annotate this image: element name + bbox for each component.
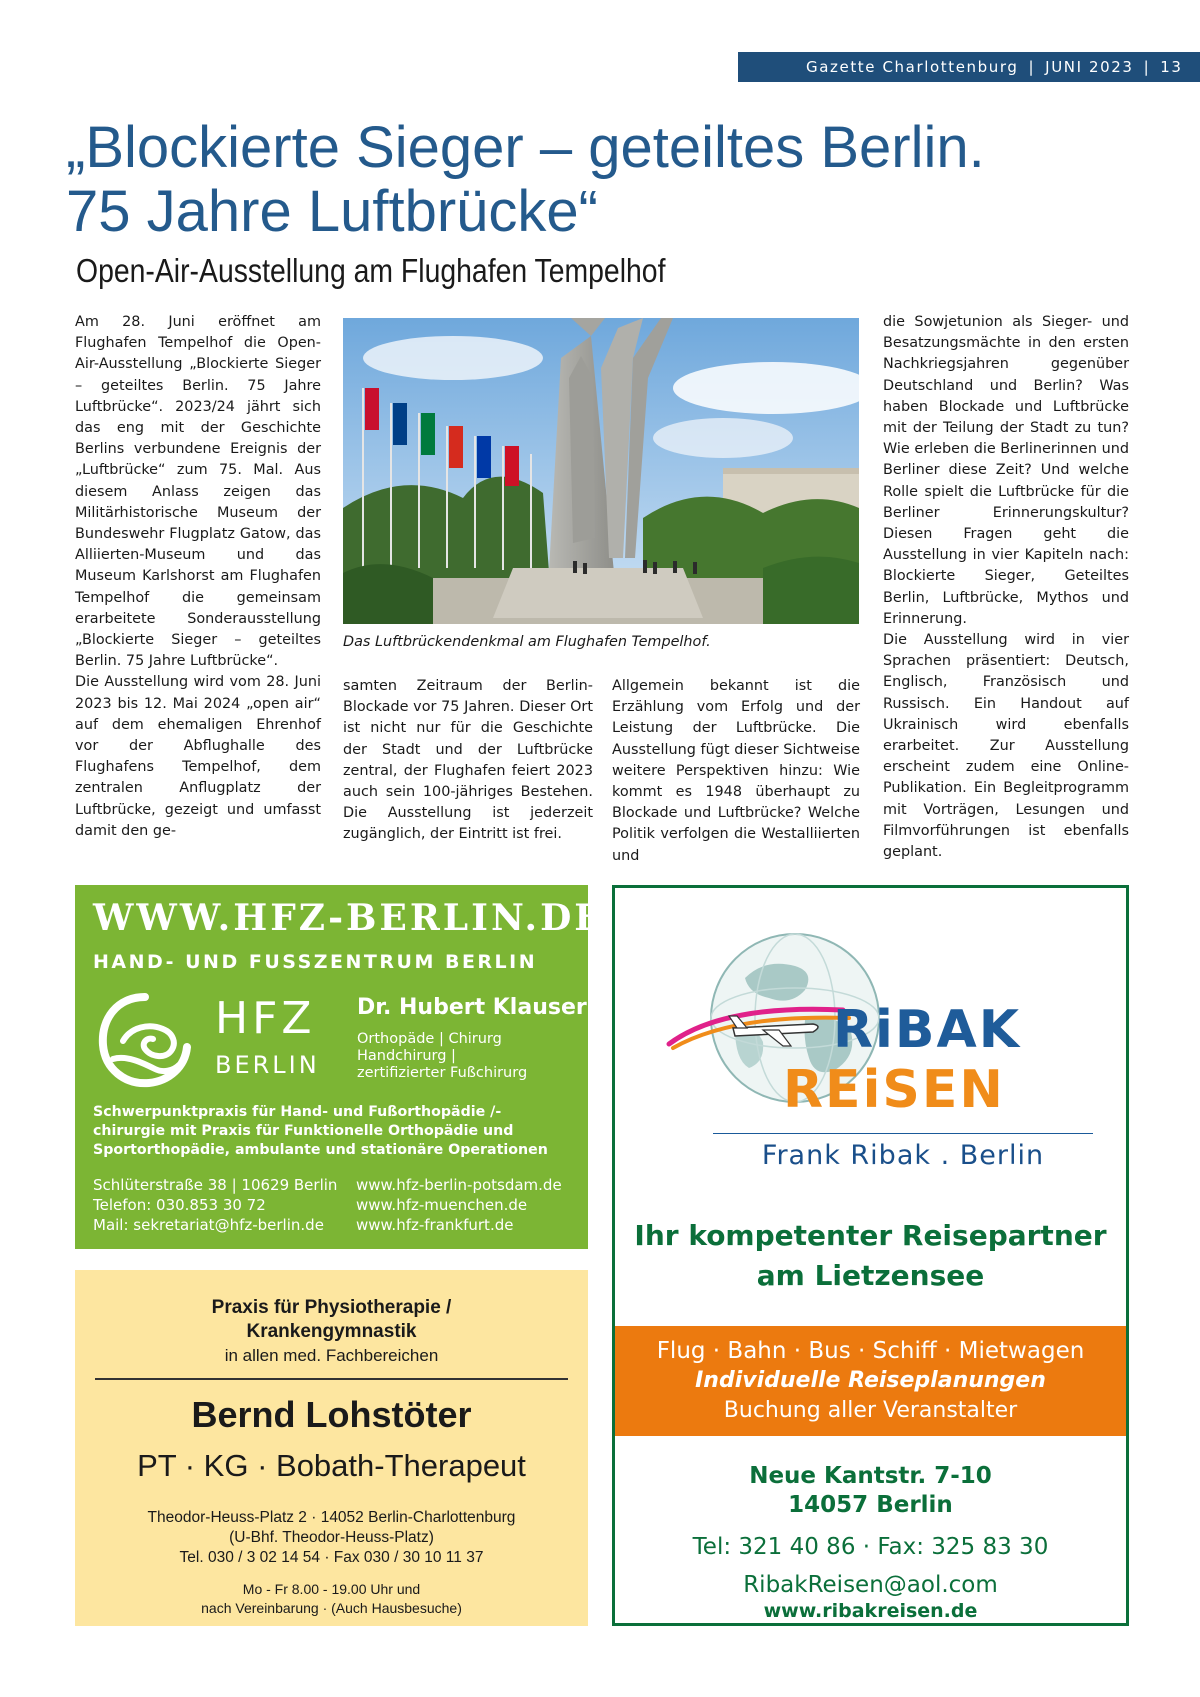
hours-line: nach Vereinbarung · (Auch Hausbesuche): [201, 1600, 462, 1616]
email-link[interactable]: RibakReisen@aol.com: [743, 1572, 998, 1598]
slogan-line: am Lietzensee: [756, 1259, 985, 1292]
hfz-website-link[interactable]: WWW.HFZ-BERLIN.DE: [93, 897, 605, 939]
hfz-advertisement: [75, 885, 605, 1249]
phone-line: Tel. 030 / 3 02 14 54 · Fax 030 / 30 10 11 37: [179, 1549, 484, 1566]
doctor-name: Dr. Hubert Klauser: [357, 995, 587, 1020]
article-column-1: [75, 312, 321, 842]
specialty-line: Orthopäde | Chirurg: [357, 1031, 502, 1047]
services-list: Flug · Bahn · Bus · Schiff · Mietwagen: [656, 1338, 1085, 1364]
paragraph: Die Ausstellung wird in vier Sprachen präsentiert: Deutsch, Englisch, Französisch und Russisch. Ein Handout auf Ukrainisch wird ebenfalls erarbeitet. Zur Ausstellung erscheint zudem eine Online-Publikation. Ein Begleitprogramm mit Vorträgen, Lesungen und Filmvorführungen ist ebenfalls geplant.: [883, 632, 1129, 861]
hfz-phone: Telefon: 030.853 30 72: [93, 1196, 266, 1214]
hours-line: Mo - Fr 8.00 - 19.00 Uhr und: [242, 1581, 421, 1597]
hfz-brand-name: HFZ: [215, 993, 316, 1044]
practice-focus: Schwerpunktpraxis für Hand- und Fußorthopädie /-chirurgie mit Praxis für Funktionelle Orthopädie und Sportorthopädie, ambulante und stationäre Operationen: [93, 1104, 548, 1158]
hfz-address: Schlüterstraße 38 | 10629 Berlin: [93, 1176, 338, 1194]
article-column-2: [343, 676, 593, 846]
ribak-services-band: [615, 1326, 1126, 1436]
city: 14057 Berlin: [788, 1492, 953, 1518]
ribak-owner: Frank Ribak . Berlin: [761, 1140, 1045, 1171]
header-separator: |: [1143, 58, 1151, 76]
physio-title-line: Krankengymnastik: [246, 1321, 417, 1342]
issue-date: JUNI 2023: [1045, 58, 1134, 76]
airlift-memorial-image: [343, 318, 859, 624]
physio-title-line: Praxis für Physiotherapie /: [211, 1297, 452, 1318]
hfz-site-link[interactable]: www.hfz-frankfurt.de: [356, 1216, 514, 1234]
hfz-brand-city: BERLIN: [215, 1051, 320, 1079]
opening-hours: [75, 1580, 588, 1618]
physio-address: [75, 1508, 588, 1568]
services-individual: Individuelle Reiseplanungen: [695, 1368, 1046, 1393]
article-column-3: [612, 676, 860, 867]
physiotherapy-advertisement: [75, 1270, 588, 1626]
memorial-photo: [343, 318, 859, 624]
physio-subtitle: in allen med. Fachbereichen: [224, 1346, 439, 1365]
hand-foot-logo-icon: [93, 989, 197, 1093]
headline-line-1: „Blockierte Sieger – geteiltes Berlin.: [66, 115, 985, 180]
address-line: (U-Bhf. Theodor-Heuss-Platz): [229, 1529, 434, 1546]
reisen-logo-text: REiSEN: [783, 1060, 1005, 1120]
ribak-logo-text: RiBAK: [833, 1000, 1022, 1060]
physio-title: [75, 1296, 588, 1344]
doctor-specialties: [357, 1031, 577, 1082]
divider: [95, 1378, 568, 1380]
headline-line-2: 75 Jahre Luftbrücke“: [66, 179, 598, 244]
therapist-name: Bernd Lohstöter: [191, 1394, 472, 1435]
paragraph: samten Zeitraum der Berlin-Blockade vor 75 Jahren. Dieser Ort ist nicht nur für die Geschichte der Stadt und der Luftbrücke zentral, der Flughafen feiert 2023 auch sein 100-jähriges Bestehen. Die Ausstellung ist jederzeit zugänglich, der Eintritt ist frei.: [343, 678, 593, 843]
therapist-role: PT · KG · Bobath-Therapeut: [137, 1448, 526, 1483]
ribak-slogan: [615, 1216, 1126, 1296]
hfz-site-link[interactable]: www.hfz-berlin-potsdam.de: [356, 1176, 562, 1194]
specialty-line: Handchirurg |: [357, 1048, 456, 1064]
header-separator: |: [1028, 58, 1036, 76]
paragraph: Die Ausstellung wird vom 28. Juni 2023 bis 12. Mai 2024 „open air“ auf dem ehemaligen Ehrenhof vor der Abflughalle des Flughafens Tempelhof, dem zentralen Anflugplatz der Luftbrücke, gezeigt und umfasst damit den ge-: [75, 674, 321, 839]
paragraph: die Sowjetunion als Sieger- und Besatzungsmächte in den ersten Nachkriegsjahren gegenüber Deutschland und Berlin? Was haben Blockade und Luftbrücke mit der Teilung der Stadt zu tun? Wie erleben die Berlinerinnen und Berliner diese Zeit? Und welche Rolle spielt die Luftbrücke für die Berliner Erinnerungskultur? Diesen Fragen geht die Ausstellung in vier Kapiteln nach: Blockierte Sieger, Geteiltes Berlin, Luftbrücke, Mythos und Erinnerung.: [883, 314, 1129, 627]
services-booking: Buchung aller Veranstalter: [723, 1398, 1018, 1423]
page-number: 13: [1160, 58, 1183, 76]
article-subheadline: Open-Air-Ausstellung am Flughafen Tempelhof: [76, 252, 666, 289]
ribak-address: [615, 1462, 1126, 1520]
hfz-contact: [93, 1175, 337, 1235]
website-link[interactable]: www.ribakreisen.de: [763, 1600, 978, 1622]
specialty-line: zertifizierter Fußchirurg: [357, 1065, 528, 1081]
photo-caption: Das Luftbrückendenkmal am Flughafen Tempelhof.: [343, 634, 711, 650]
address-line: Theodor-Heuss-Platz 2 · 14052 Berlin-Charlottenburg: [147, 1509, 516, 1526]
hfz-tagline: HAND- UND FUSSZENTRUM BERLIN: [93, 951, 538, 973]
publication-name: Gazette Charlottenburg: [806, 58, 1019, 76]
article-headline: [66, 116, 1146, 244]
ribak-reisen-advertisement: [612, 885, 1129, 1626]
hfz-locations: [356, 1175, 562, 1235]
page-header-bar: [738, 52, 1200, 82]
phone-fax: Tel: 321 40 86 · Fax: 325 83 30: [692, 1534, 1049, 1560]
hfz-site-link[interactable]: www.hfz-muenchen.de: [356, 1196, 528, 1214]
street: Neue Kantstr. 7-10: [749, 1463, 992, 1489]
paragraph: Am 28. Juni eröffnet am Flughafen Tempelhof die Open-Air-Ausstellung „Blockierte Sieger – geteiltes Berlin. 75 Jahre Luftbrücke“. 2023/24 jährt sich das eng mit der Geschichte Berlins verbundene Ereignis der „Luftbrücke“ zum 75. Mal. Aus diesem Anlass zeigen das Militärhistorische Museum der Bundeswehr Flugplatz Gatow, das Alliierten-Museum und das Museum Karlshorst am Flughafen Tempelhof die gemeinsam erarbeitete Sonderausstellung „Blockierte Sieger – geteiltes Berlin. 75 Jahre Luftbrücke“.: [75, 314, 321, 670]
slogan-line: Ihr kompetenter Reisepartner: [634, 1219, 1107, 1252]
article-column-4: [883, 312, 1129, 863]
ribak-contact: [615, 1528, 1126, 1604]
divider: [713, 1133, 1093, 1134]
paragraph: Allgemein bekannt ist die Erzählung vom Erfolg und der Leistung der Luftbrücke. Die Ausstellung fügt dieser Sichtweise weitere Perspektiven hinzu: Wie kommt es 1948 überhaupt zu Blockade und Luftbrücke? Welche Politik verfolgen die Westalliierten und: [612, 678, 860, 864]
hfz-mail[interactable]: Mail: sekretariat@hfz-berlin.de: [93, 1216, 324, 1234]
